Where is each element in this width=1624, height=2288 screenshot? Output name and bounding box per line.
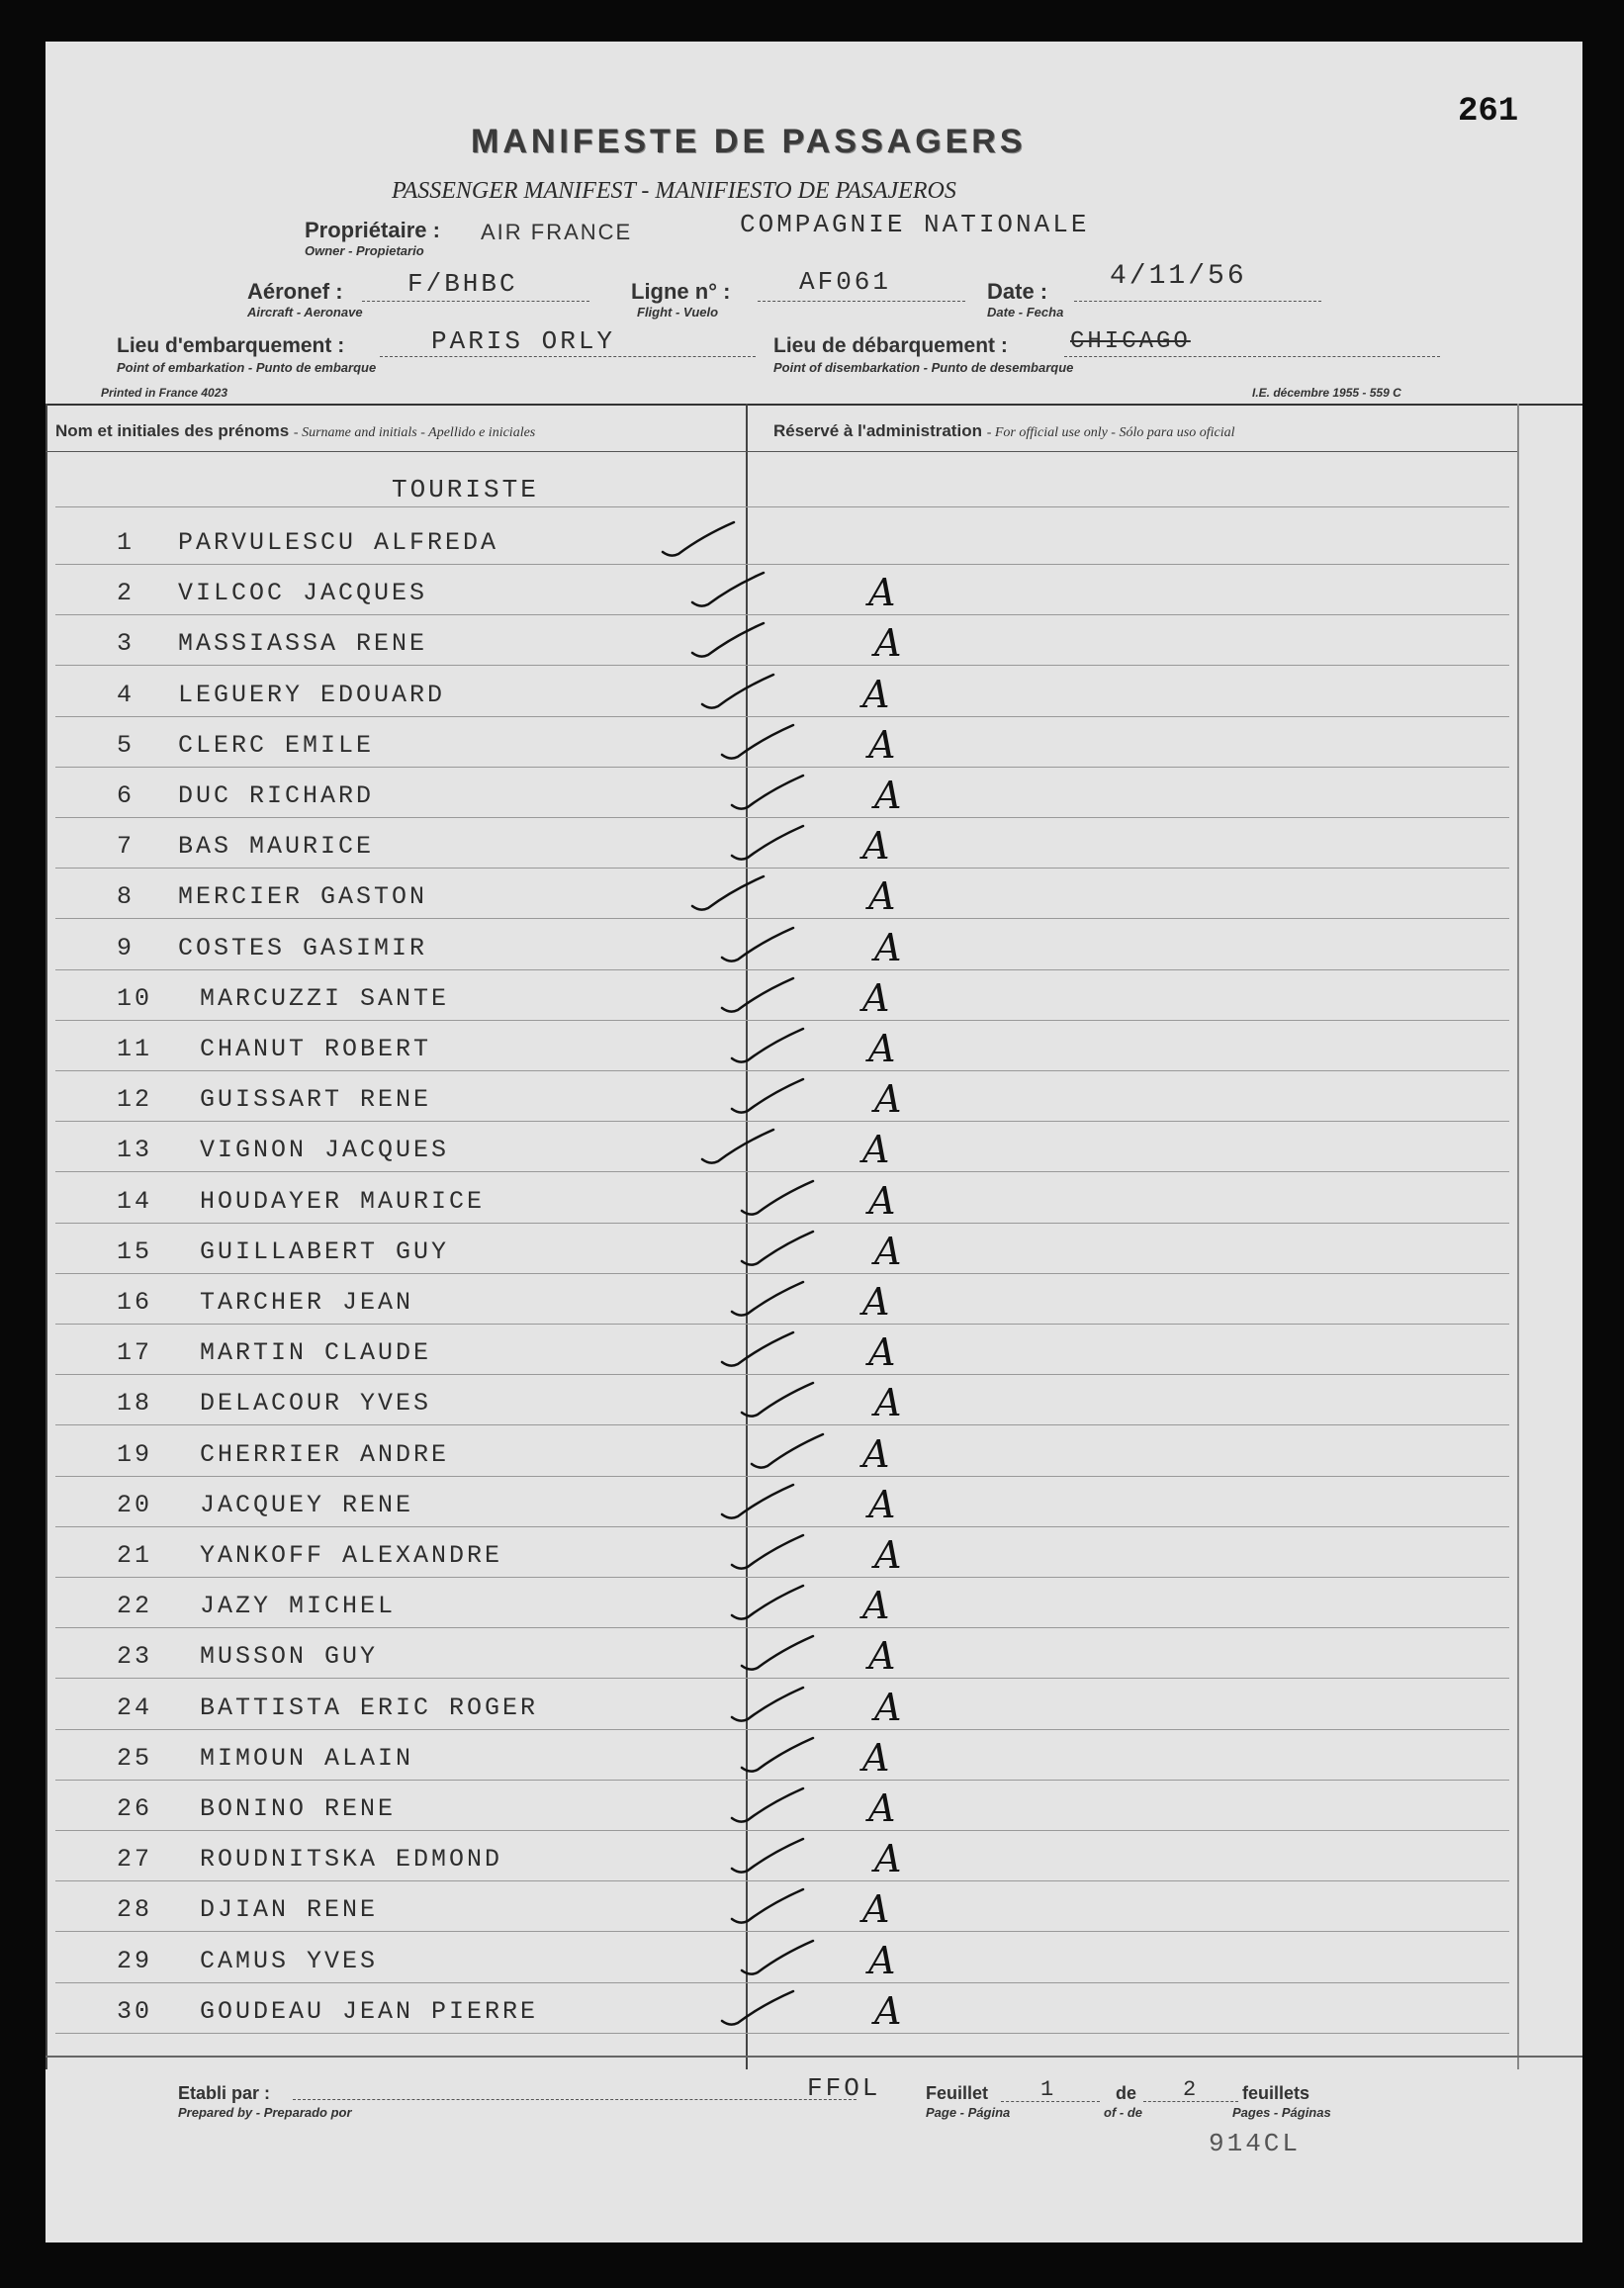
check-mark-icon: [718, 920, 797, 969]
check-mark-icon: [738, 1628, 817, 1678]
col2-header: [773, 421, 1235, 441]
table-row: [45, 1939, 1517, 1988]
passenger-name: CAMUS YVES: [200, 1947, 379, 1975]
table-row: [45, 571, 1517, 620]
check-mark-icon: [748, 1426, 827, 1476]
table-row: [45, 1584, 1517, 1633]
passenger-name: GOUDEAU JEAN PIERRE: [200, 1997, 539, 2026]
admin-mark: A: [868, 1939, 896, 1982]
admin-mark: A: [874, 621, 902, 665]
table-row: [45, 1027, 1517, 1076]
admin-mark: A: [862, 976, 890, 1020]
check-mark-icon: [738, 1933, 817, 1982]
table-row: [45, 1634, 1517, 1684]
check-mark-icon: [738, 1224, 817, 1273]
check-mark-icon: [698, 667, 777, 716]
passenger-name: YANKOFF ALEXANDRE: [200, 1541, 503, 1570]
passenger-name: HOUDAYER MAURICE: [200, 1187, 486, 1216]
passenger-number: 11: [117, 1035, 153, 1063]
header-bottom-border: [45, 451, 1517, 452]
admin-mark: A: [862, 824, 890, 868]
check-mark-icon: [738, 1375, 817, 1424]
passenger-number: 28: [117, 1895, 153, 1924]
ruled-line: [55, 868, 1509, 869]
table-row: [45, 1128, 1517, 1177]
passenger-number: 7: [117, 832, 135, 861]
ruled-line: [55, 1424, 1509, 1425]
table-row: [45, 1736, 1517, 1785]
admin-mark: A: [862, 1584, 890, 1627]
table-row: [45, 1330, 1517, 1380]
of-sublabel: of - de: [1104, 2105, 1142, 2120]
table-row: [45, 723, 1517, 773]
total-sheets-value: 2: [1183, 2077, 1200, 2102]
check-mark-icon: [718, 1325, 797, 1374]
office-code: FFOL: [807, 2073, 881, 2103]
admin-mark: A: [868, 1179, 896, 1223]
admin-mark: A: [862, 1736, 890, 1780]
passenger-number: 22: [117, 1592, 153, 1620]
aircraft-sublabel: Aircraft - Aeronave: [247, 305, 363, 320]
table-top-border: [45, 404, 1582, 406]
table-row: [45, 1686, 1517, 1735]
passenger-number: 15: [117, 1237, 153, 1266]
ruled-line: [55, 506, 1509, 507]
check-mark-icon: [728, 1527, 807, 1577]
embark-value: PARIS ORLY: [431, 326, 616, 356]
admin-mark: A: [862, 1128, 890, 1171]
sheet-value: 1: [1040, 2077, 1057, 2102]
passenger-name: MARCUZZI SANTE: [200, 984, 450, 1013]
passenger-number: 21: [117, 1541, 153, 1570]
admin-mark: A: [868, 1786, 896, 1830]
flight-sublabel: Flight - Vuelo: [637, 305, 719, 320]
check-mark-icon: [718, 1983, 797, 2033]
table-row: [45, 1179, 1517, 1229]
check-mark-icon: [688, 869, 767, 918]
aircraft-value: F/BHBC: [407, 269, 518, 299]
table-row: [45, 824, 1517, 873]
ruled-line: [55, 2033, 1509, 2034]
check-mark-icon: [688, 615, 767, 665]
passenger-name: CHANUT ROBERT: [200, 1035, 432, 1063]
flight-value: AF061: [799, 267, 892, 297]
col2-header-sub: - For official use only - Sólo para uso oficial: [986, 425, 1235, 440]
admin-mark: A: [868, 1483, 896, 1526]
table-row: [45, 1786, 1517, 1836]
admin-mark: A: [874, 1381, 902, 1424]
check-mark-icon: [718, 970, 797, 1020]
passenger-name: CHERRIER ANDRE: [200, 1440, 450, 1469]
check-mark-icon: [728, 1831, 807, 1880]
passenger-number: 18: [117, 1389, 153, 1418]
passenger-number: 9: [117, 934, 135, 962]
admin-mark: A: [874, 926, 902, 969]
passenger-number: 17: [117, 1338, 153, 1367]
table-row: [45, 1989, 1517, 2039]
col1-header-main: Nom et initiales des prénoms: [55, 421, 290, 440]
passenger-number: 29: [117, 1947, 153, 1975]
date-sublabel: Date - Fecha: [987, 305, 1064, 320]
table-row: [45, 1837, 1517, 1886]
col2-header-main: Réservé à l'administration: [773, 421, 982, 440]
passenger-name: MASSIASSA RENE: [178, 629, 428, 658]
passenger-number: 13: [117, 1136, 153, 1164]
owner-label: Propriétaire :: [305, 218, 440, 242]
passenger-name: BONINO RENE: [200, 1794, 397, 1823]
prepared-label: Etabli par :: [178, 2083, 271, 2103]
passenger-name: GUISSART RENE: [200, 1085, 432, 1114]
passenger-number: 6: [117, 781, 135, 810]
passenger-number: 24: [117, 1693, 153, 1722]
passenger-name: MIMOUN ALAIN: [200, 1744, 414, 1773]
admin-mark: A: [874, 1533, 902, 1577]
admin-mark: A: [874, 1837, 902, 1880]
passenger-number: 26: [117, 1794, 153, 1823]
passenger-number: 10: [117, 984, 153, 1013]
passenger-number: 2: [117, 579, 135, 607]
table-row: [45, 673, 1517, 722]
passenger-name: DJIAN RENE: [200, 1895, 379, 1924]
admin-mark: A: [874, 1077, 902, 1121]
check-mark-icon: [728, 1881, 807, 1931]
passenger-number: 23: [117, 1642, 153, 1671]
col1-header: [55, 421, 535, 441]
passenger-name: TARCHER JEAN: [200, 1288, 414, 1317]
admin-mark: A: [868, 874, 896, 918]
footer-top-border: [45, 2056, 1582, 2058]
check-mark-icon: [728, 1578, 807, 1627]
ruled-line: [55, 918, 1509, 919]
aircraft-label: Aéronef :: [247, 279, 343, 304]
disembark-value: CHICAGO: [1070, 328, 1191, 355]
date-value: 4/11/56: [1110, 261, 1247, 292]
embark-sublabel: Point of embarkation - Punto de embarque: [117, 360, 377, 375]
ruled-line: [55, 665, 1509, 666]
admin-mark: A: [862, 1887, 890, 1931]
passenger-name: BAS MAURICE: [178, 832, 375, 861]
admin-mark: A: [874, 1686, 902, 1729]
passenger-name: MUSSON GUY: [200, 1642, 379, 1671]
sheet-label: Feuillet: [926, 2083, 989, 2103]
of-label: de: [1116, 2083, 1137, 2103]
table-row: [45, 1077, 1517, 1127]
passenger-name: VILCOC JACQUES: [178, 579, 428, 607]
passenger-name: BATTISTA ERIC ROGER: [200, 1693, 539, 1722]
ruled-line: [55, 1678, 1509, 1679]
check-mark-icon: [718, 717, 797, 767]
table-row: [45, 1432, 1517, 1482]
disembark-label: Lieu de débarquement :: [773, 334, 1008, 357]
passenger-name: ROUDNITSKA EDMOND: [200, 1845, 503, 1874]
ruled-line: [55, 1121, 1509, 1122]
passenger-name: PARVULESCU ALFREDA: [178, 528, 499, 557]
check-mark-icon: [728, 768, 807, 817]
passenger-number: 12: [117, 1085, 153, 1114]
disembark-sublabel: Point of disembarkation - Punto de desembarque: [773, 360, 1074, 375]
check-mark-icon: [728, 1781, 807, 1830]
admin-mark: A: [862, 1280, 890, 1324]
check-mark-icon: [738, 1173, 817, 1223]
passenger-number: 8: [117, 882, 135, 911]
table-row: [45, 926, 1517, 975]
passenger-name: CLERC EMILE: [178, 731, 375, 760]
table-row: [45, 874, 1517, 924]
check-mark-icon: [728, 818, 807, 868]
admin-mark: A: [874, 774, 902, 817]
admin-mark: A: [868, 1027, 896, 1070]
manifest-title: MANIFESTE DE PASSAGERS: [471, 123, 1027, 160]
passenger-number: 20: [117, 1491, 153, 1519]
manifest-subtitle: PASSENGER MANIFEST - MANIFIESTO DE PASAJEROS: [392, 178, 956, 204]
admin-mark: A: [874, 1989, 902, 2033]
owner-printed: AIR FRANCE: [481, 220, 633, 244]
passenger-name: DELACOUR YVES: [200, 1389, 432, 1418]
form-code: I.E. décembre 1955 - 559 C: [1252, 386, 1401, 400]
passenger-name: JACQUEY RENE: [200, 1491, 414, 1519]
passenger-name: JAZY MICHEL: [200, 1592, 397, 1620]
manifest-sheet: [45, 42, 1582, 2242]
prepared-sublabel: Prepared by - Preparado por: [178, 2105, 352, 2120]
passenger-name: LEGUERY EDOUARD: [178, 681, 446, 709]
embark-label: Lieu d'embarquement :: [117, 334, 345, 357]
passenger-number: 14: [117, 1187, 153, 1216]
flight-label: Ligne n° :: [631, 279, 731, 304]
passenger-number: 5: [117, 731, 135, 760]
printed-in: Printed in France 4023: [101, 386, 228, 400]
check-mark-icon: [728, 1071, 807, 1121]
check-mark-icon: [728, 1274, 807, 1324]
owner-typed: COMPAGNIE NATIONALE: [740, 210, 1090, 239]
check-mark-icon: [659, 514, 738, 564]
check-mark-icon: [738, 1730, 817, 1780]
passenger-name: COSTES GASIMIR: [178, 934, 428, 962]
passenger-number: 4: [117, 681, 135, 709]
date-label: Date :: [987, 279, 1048, 304]
check-mark-icon: [728, 1021, 807, 1070]
admin-mark: A: [862, 1432, 890, 1476]
table-row: [45, 621, 1517, 671]
owner-sublabel: Owner - Propietario: [305, 243, 424, 258]
passenger-number: 16: [117, 1288, 153, 1317]
ruled-line: [55, 614, 1509, 615]
ruled-line: [55, 1171, 1509, 1172]
passenger-number: 3: [117, 629, 135, 658]
sheets-sublabel: Pages - Páginas: [1232, 2105, 1331, 2120]
table-row: [45, 1381, 1517, 1430]
check-mark-icon: [728, 1680, 807, 1729]
passenger-number: 25: [117, 1744, 153, 1773]
bottom-code: 914CL: [1209, 2129, 1302, 2158]
page-number: 261: [1458, 93, 1519, 131]
table-row: [45, 1280, 1517, 1329]
sheets-label: feuillets: [1242, 2083, 1310, 2103]
check-mark-icon: [698, 1122, 777, 1171]
admin-mark: A: [862, 673, 890, 716]
passenger-number: 27: [117, 1845, 153, 1874]
table-right-border: [1517, 404, 1519, 2069]
check-mark-icon: [718, 1477, 797, 1526]
check-mark-icon: [688, 565, 767, 614]
passenger-name: DUC RICHARD: [178, 781, 375, 810]
passenger-name: MERCIER GASTON: [178, 882, 428, 911]
ruled-line: [55, 564, 1509, 565]
passenger-name: VIGNON JACQUES: [200, 1136, 450, 1164]
table-row: [45, 1483, 1517, 1532]
admin-mark: A: [868, 571, 896, 614]
passenger-number: 30: [117, 1997, 153, 2026]
sheet-sublabel: Page - Página: [926, 2105, 1011, 2120]
passenger-number: 1: [117, 528, 135, 557]
table-row: [45, 1533, 1517, 1583]
table-row: [45, 1887, 1517, 1937]
table-row: [45, 1230, 1517, 1279]
admin-mark: A: [874, 1230, 902, 1273]
table-row: [45, 774, 1517, 823]
admin-mark: A: [868, 1634, 896, 1678]
table-row: [45, 524, 1517, 570]
passenger-name: MARTIN CLAUDE: [200, 1338, 432, 1367]
passenger-name: GUILLABERT GUY: [200, 1237, 450, 1266]
table-row: [45, 976, 1517, 1026]
passenger-number: 19: [117, 1440, 153, 1469]
col1-header-sub: - Surname and initials - Apellido e iniciales: [293, 425, 536, 440]
ruled-line: [55, 1931, 1509, 1932]
admin-mark: A: [868, 723, 896, 767]
admin-mark: A: [868, 1330, 896, 1374]
class-label: TOURISTE: [392, 475, 539, 504]
